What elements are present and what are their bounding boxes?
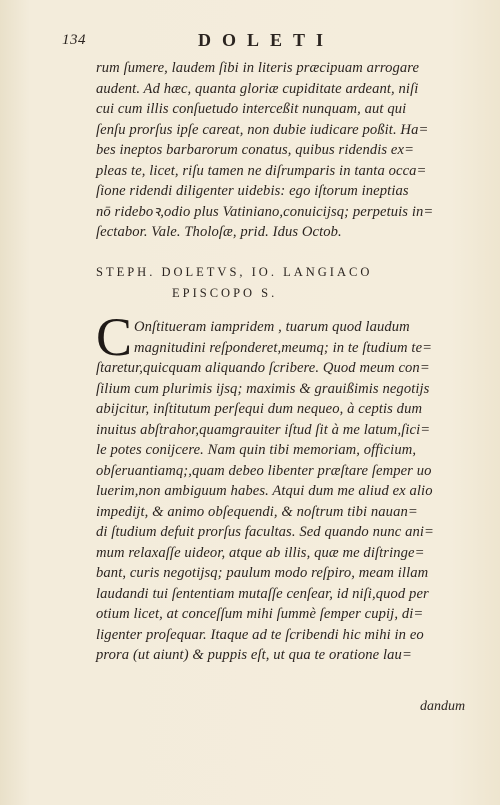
text-line: rum ſumere, laudem ſibi in literis præcipuam arrogare [96, 60, 420, 76]
text-line: pleas te, licet, riſu tamen ne diſrumparis in tanta occa= [96, 162, 427, 179]
text-line: prora (ut aiunt) & puppis eſt, ut qua te oratione lau= [96, 647, 412, 663]
text-line: luerim,non ambiguum habes. Atqui dum me aliud ex alio [96, 483, 433, 499]
heading-line-2: EPISCOPO S. [172, 286, 278, 300]
text-line: inuitus abſtrahor,quamgrauiter iſtud ſit à me latum,ſici= [96, 421, 431, 438]
text-line: impedijt, & animo obſequendi, & noſtrum tibi nauan= [96, 503, 418, 520]
text-line: bant, curis negotijsq; paulum modo reſpiro, meam illam [96, 565, 429, 581]
text-line: ſectabor. Vale. Tholoſæ, prid. Idus Octob. [96, 224, 342, 240]
heading-line-1: STEPH. DOLETVS, IO. LANGIACO [96, 265, 373, 279]
text-line: audent. Ad hæc, quanta gloriæ cupiditate ardeant, niſi [96, 80, 419, 97]
text-line: ſtaretur,quicquam aliquando ſcribere. Quod meum con= [96, 360, 430, 376]
text-line: le potes conijcere. Nam quin tibi memoriam, officium, [96, 442, 417, 458]
letter-heading [96, 262, 474, 304]
text-line: cui cum illis conſuetudo interceßit nunquam, aut qui [96, 101, 407, 117]
text-line: obſeruantiamq;,quam debeo libenter præſtare ſemper uo [96, 462, 432, 479]
running-head: DOLETI [198, 30, 335, 50]
text-line: magnitudini reſponderet,meumq; in te ſtudium te= [134, 339, 433, 356]
text-line: abijcitur, inſtitutum perſequi dum nequeo, à ceptis dum [96, 401, 423, 417]
text-line: mum relaxaſſe uideor, atque ab illis, quæ me diſtringe= [96, 544, 425, 561]
letter-start-paragraph [96, 317, 474, 666]
text-line: ſione ridendi diligenter uidebis: ego iſtorum ineptias [96, 183, 409, 199]
page-header [0, 26, 500, 56]
page-number: 134 [62, 32, 86, 48]
catchword: dandum [420, 699, 466, 714]
text-line: ſenſu prorſus ipſe careat, non dubie iudicare poßit. Ha= [96, 121, 429, 138]
text-line: laudandi tui ſententiam mutaſſe cenſear, id niſi,quod per [96, 585, 429, 602]
text-line: Onſtitueram iampridem , tuarum quod laudum [134, 319, 410, 335]
text-line: ligenter proſequar. Itaque ad te ſcribendi hic mihi in eo [96, 626, 424, 643]
drop-cap-initial: C [96, 307, 133, 367]
text-line: di ſtudium defuit prorſus facultas. Sed quando nunc ani= [96, 524, 434, 540]
text-line: nō rideboꝛ,odio plus Vatiniano,conuicijsq; perpetuis in= [96, 203, 434, 220]
text-line: bes ineptos barbarorum conatus, quibus ridendis ex= [96, 142, 415, 158]
text-line: ſilium cum plurimis ijsq; maximis & grauißimis negotijs [96, 380, 430, 397]
text-line: otium licet, at conceſſum mihi ſummè ſemper cupij, di= [96, 606, 424, 622]
letter-end-paragraph [96, 58, 474, 243]
